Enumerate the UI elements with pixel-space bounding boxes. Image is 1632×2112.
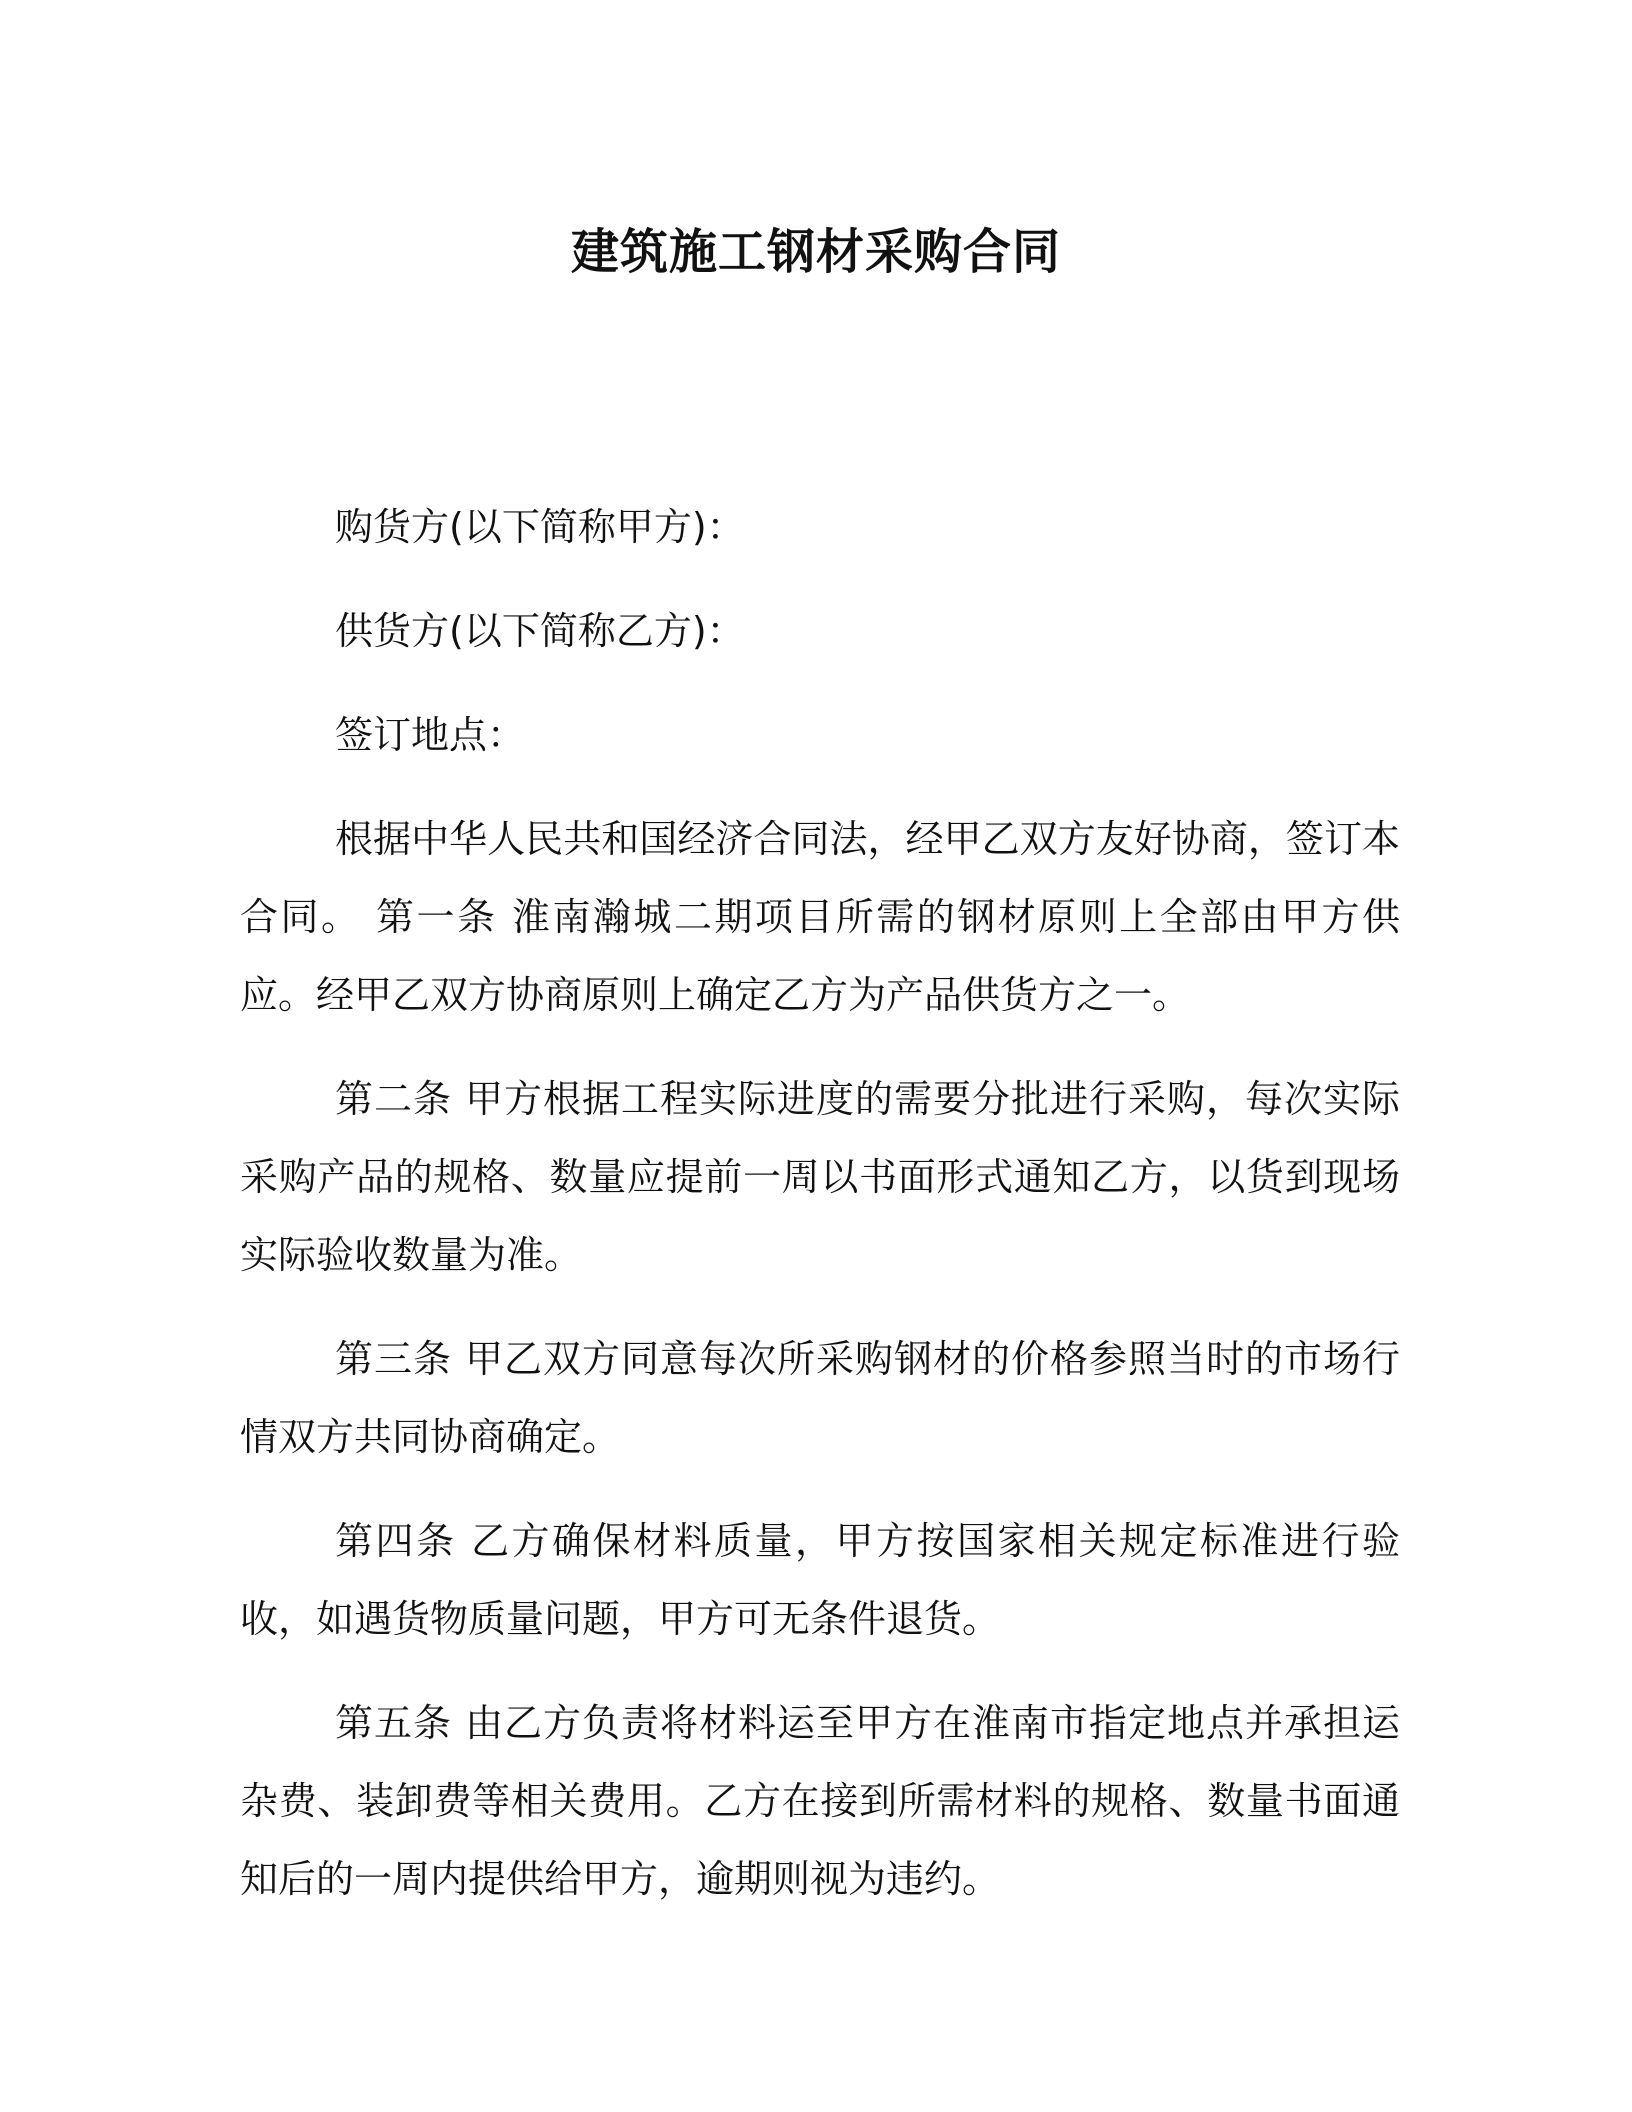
document-title: 建筑施工钢材采购合同	[570, 224, 1061, 280]
article-5: 第五条 由乙方负责将材料运至甲方在淮南市指定地点并承担运杂费、装卸费等相关费用。乙方在接到所需材料的规格、数量书面通知后的一周内提供给甲方，逾期则视为违约。	[240, 1701, 1400, 1901]
buyer-field: 购货方(以下简称甲方)：	[335, 505, 745, 549]
document-body	[240, 488, 1400, 1944]
supplier-field: 供货方(以下简称乙方)：	[335, 609, 745, 653]
intro-and-article-1: 根据中华人民共和国经济合同法，经甲乙双方友好协商，签订本合同。 第一条 淮南瀚城二期项目所需的钢材原则上全部由甲方供应。经甲乙双方协商原则上确定乙方为产品供货方之一。	[240, 817, 1400, 1017]
article-2: 第二条 甲方根据工程实际进度的需要分批进行采购，每次实际采购产品的规格、数量应提前一周以书面形式通知乙方，以货到现场实际验收数量为准。	[240, 1077, 1400, 1277]
article-3: 第三条 甲乙双方同意每次所采购钢材的价格参照当时的市场行情双方共同协商确定。	[240, 1337, 1400, 1459]
article-4: 第四条 乙方确保材料质量，甲方按国家相关规定标准进行验收，如遇货物质量问题，甲方可无条件退货。	[240, 1519, 1400, 1641]
signing-location-field: 签订地点：	[335, 713, 526, 757]
